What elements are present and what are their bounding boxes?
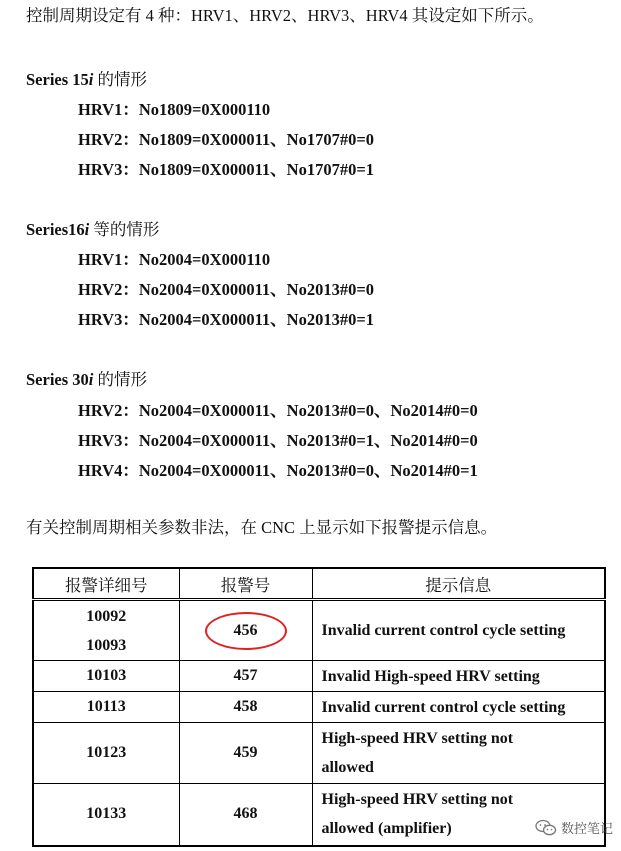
table-row (33, 692, 605, 723)
detail-cell: 10123 (33, 723, 179, 784)
table-row (33, 600, 605, 661)
alarm-cell: 468 (179, 784, 312, 846)
message-cell: Invalid current control cycle setting (312, 600, 605, 661)
table-row (33, 784, 605, 846)
param-line: HRV2：No2004=0X000011、No2013#0=0 (78, 280, 374, 299)
message-cell: Invalid current control cycle setting (312, 692, 605, 723)
alarm-cell: 459 (179, 723, 312, 784)
watermark (535, 818, 613, 837)
watermark-text: 数控笔记 (560, 822, 613, 837)
detail-cell: 10113 (33, 692, 179, 723)
highlight-circle: 456 (205, 612, 287, 650)
param-line: HRV3：No2004=0X000011、No2013#0=1 (78, 310, 374, 329)
param-line: HRV3：No2004=0X000011、No2013#0=1、No2014#0=0 (78, 431, 478, 450)
intro-text: 控制周期设定有 4 种：HRV1、HRV2、HRV3、HRV4 其设定如下所示。 (26, 6, 544, 25)
param-line: HRV4：No2004=0X000011、No2013#0=0、No2014#0=1 (78, 461, 478, 480)
message-cell: High-speed HRV setting not allowed (312, 723, 605, 784)
wechat-icon (535, 819, 557, 837)
detail-cell: 10092 10093 (33, 600, 179, 661)
header-detail-no: 报警详细号 (33, 568, 179, 600)
detail-cell: 10103 (33, 661, 179, 692)
param-line: HRV3：No1809=0X000011、No1707#0=1 (78, 160, 374, 179)
param-line: HRV2：No1809=0X000011、No1707#0=0 (78, 130, 374, 149)
param-line: HRV1：No2004=0X000110 (78, 250, 271, 269)
alarm-table (32, 567, 606, 847)
table-row (33, 661, 605, 692)
detail-cell: 10133 (33, 784, 179, 846)
alarm-cell: 458 (179, 692, 312, 723)
section-title-15i: Series 15i 的情形 (26, 70, 147, 89)
message-cell: High-speed HRV setting not allowed (amplifier) (312, 784, 605, 846)
section-title-30i: Series 30i 的情形 (26, 370, 147, 389)
alarm-cell (179, 600, 312, 661)
alarm-cell: 457 (179, 661, 312, 692)
header-alarm-no: 报警号 (179, 568, 312, 600)
section-title-16i: Series16i 等的情形 (26, 220, 160, 239)
table-row (33, 723, 605, 784)
message-cell: Invalid High-speed HRV setting (312, 661, 605, 692)
header-message: 提示信息 (312, 568, 605, 600)
param-line: HRV2：No2004=0X000011、No2013#0=0、No2014#0=0 (78, 401, 478, 420)
param-line: HRV1：No1809=0X000110 (78, 100, 271, 119)
table-header-row (33, 568, 605, 600)
note-text: 有关控制周期相关参数非法，在 CNC 上显示如下报警提示信息。 (26, 518, 498, 537)
